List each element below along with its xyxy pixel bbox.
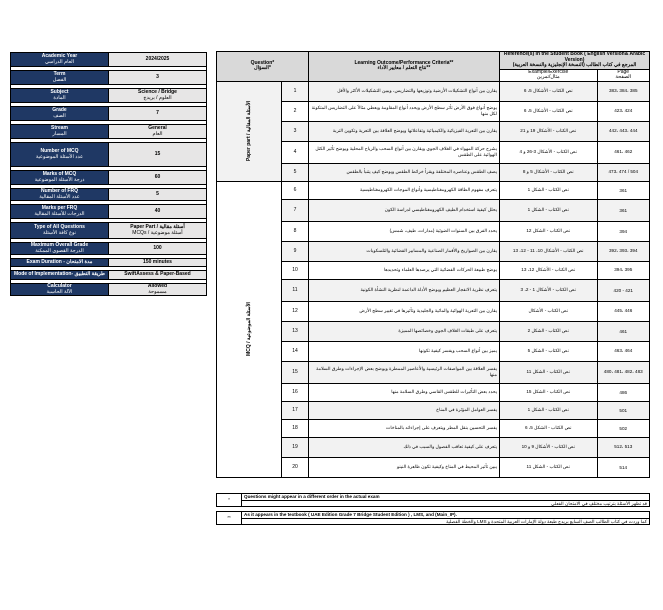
example-exercise: نص الكتاب - الأشكال 19 و 21 <box>499 121 597 141</box>
info-key-ar: المسار <box>52 130 67 137</box>
learning-outcome: يحلل كيفية استخدام الطيف الكهرومغناطيسي لدراسة الكون <box>308 199 499 221</box>
question-row <box>217 321 650 341</box>
info-value-en: 7 <box>156 109 159 116</box>
example-exercise: نص الكتاب - الأشكال 9 و 10 <box>499 437 597 457</box>
page-reference: 473، 474 / 504 <box>597 163 650 181</box>
info-row <box>11 205 207 219</box>
info-key <box>11 271 109 280</box>
learning-outcome: يميز بين أنواع السحب ويفسر كيفية تكونها <box>308 341 499 361</box>
learning-outcome: يحدد بعض التأثيرات للطقس القاسي وطرق السلامة منها <box>308 383 499 401</box>
question-number: 19 <box>282 437 309 457</box>
question-number: 3 <box>282 121 309 141</box>
question-number: 12 <box>282 301 309 321</box>
question-number: 1 <box>282 81 309 101</box>
learning-outcome: يتعرف نظرية الانفجار العظيم ويوضح الأدلة الداعمة لنظرية النشأة الكونية <box>308 279 499 301</box>
info-key <box>11 107 109 121</box>
page-reference: 423، 424 <box>597 101 650 121</box>
exam-info-table <box>10 52 207 296</box>
question-row <box>217 279 650 301</box>
learning-outcome: يقارن بين التعرية الهوائية والمائية والجليدية وتأثيرها في تغيير سطح الأرض <box>308 301 499 321</box>
footnote-ar: كما وردت في كتاب الطالب الصف السابع بريدج طبعة دولة الإمارات العربية المتحدة و LMS والخطة الفصلية <box>242 518 650 525</box>
page-reference: 383، 384، 385 <box>597 81 650 101</box>
info-key-ar: الصف <box>53 112 66 119</box>
question-number: 9 <box>282 241 309 261</box>
info-row <box>11 284 207 296</box>
info-key-en: Marks of MCQ <box>42 171 77 177</box>
learning-outcome: يوضح طبيعة الحركات الفضائية التي يرصدها العلماء وتحديدها <box>308 261 499 279</box>
info-key-en: Subject <box>50 89 69 95</box>
info-key <box>11 205 109 219</box>
info-key-ar: عدد الأسئلة المقالية <box>39 193 80 200</box>
page-reference: 445، 446 <box>597 301 650 321</box>
info-value <box>109 271 207 280</box>
example-exercise: نص الكتاب - الشكل 5 <box>499 341 597 361</box>
page-reference: 420 - 421 <box>597 279 650 301</box>
info-value <box>109 71 207 85</box>
question-number: 11 <box>282 279 309 301</box>
info-row <box>11 125 207 139</box>
example-exercise: نص الكتاب - الشكل 1 <box>499 181 597 199</box>
info-key-ar: نوع كافة الأسئلة <box>43 229 76 236</box>
learning-outcome: يتعرف على كيفية تعاقب الفصول والسبب في ذلك <box>308 437 499 457</box>
info-row <box>11 189 207 201</box>
mcq-section-label <box>217 181 282 477</box>
info-key-en: Academic Year <box>41 53 78 59</box>
info-key-en: Type of All Questions <box>34 224 85 230</box>
learning-outcome: يتعرف مفهوم الطاقة الكهرومغناطيسية وأنواع الموجات الكهرومغناطيسية <box>308 181 499 199</box>
info-value-en: 2024/2025 <box>145 55 170 62</box>
learning-outcome-header: Learning Outcome/Performance Criteria** نتاج التعلم / معايير الأداء** <box>308 52 499 82</box>
question-row <box>217 341 650 361</box>
info-value-en: Paper Part / أسئلة مقالية <box>130 224 185 230</box>
info-key-en: Number of MCQ <box>40 148 79 154</box>
footnote-mark: ** <box>217 512 242 525</box>
info-value <box>109 223 207 239</box>
page-reference: 394، 395 <box>597 261 650 279</box>
page-reference: 461 <box>597 321 650 341</box>
page-reference: 361 <box>597 199 650 221</box>
page-reference: 361 <box>597 181 650 199</box>
info-key-en: Grade <box>52 107 67 113</box>
question-number: 14 <box>282 341 309 361</box>
info-value-ar: العام <box>152 130 163 137</box>
example-exercise: نص الكتاب - الأشكال 3-26 و 4 <box>499 141 597 163</box>
info-key-ar: الدرجة القصوى الممكنة <box>35 247 84 254</box>
info-value-ar: العلوم / بريدج <box>143 94 172 101</box>
page-reference: 501 <box>597 401 650 419</box>
info-key <box>11 189 109 201</box>
page-reference: 486 <box>597 383 650 401</box>
info-key-en: Calculator <box>47 283 72 289</box>
learning-outcome: يقارن بين أنواع التشكيلات الأرضية وتوزيعها والتضاريس، ويبين التشكيلات الأكثر والأقل <box>308 81 499 101</box>
info-value <box>109 89 207 103</box>
question-row <box>217 401 650 419</box>
learning-outcome: يفسر العوامل المؤثرة في المناخ <box>308 401 499 419</box>
info-value-ar: MCQs / أسئلة موضوعية <box>132 229 183 236</box>
exam-structure-table <box>216 51 650 478</box>
info-key <box>11 125 109 139</box>
info-value <box>109 53 207 67</box>
info-key-en: Mode of Implementation- طريقة التطبيق <box>13 271 105 278</box>
question-row <box>217 361 650 383</box>
question-row <box>217 437 650 457</box>
example-exercise: نص الكتاب - الأشكال 5، 6 <box>499 101 597 121</box>
info-value-ar: مسموحة <box>148 288 167 295</box>
example-exercise: نص الكتاب - الأشكال <box>499 301 597 321</box>
learning-outcome: يقارن بين التعرية الفيزيائية والكيميائية وتفاعلاتها ويوضح العلاقة بين التعرية وتكوين التربة <box>308 121 499 141</box>
info-value <box>109 243 207 255</box>
info-row <box>11 89 207 103</box>
info-key-en: Maximum Overall Grade <box>30 242 89 248</box>
info-value <box>109 171 207 185</box>
info-row <box>11 171 207 185</box>
info-value <box>109 284 207 296</box>
info-key-en: Stream <box>51 125 68 131</box>
page-reference: 512، 513 <box>597 437 650 457</box>
info-row <box>11 259 207 267</box>
learning-outcome: يشرح حركة المهواء في الغلاف الجوي ويقارن بين أنواع السحب والرياح المحلية ويوضح تأثير الكتل الهوائية على الطقس <box>308 141 499 163</box>
question-number: 17 <box>282 401 309 419</box>
info-key-en: Exam Duration - مدة الامتحان <box>26 258 93 265</box>
info-key <box>11 89 109 103</box>
example-exercise: نص الكتاب - الشكل 15 <box>499 383 597 401</box>
info-value-en: SwiftAssess & Paper-Based <box>124 271 191 278</box>
question-row <box>217 141 650 163</box>
info-value-en: 100 <box>153 244 162 251</box>
info-key-ar: درجة الأسئلة الموضوعية <box>34 176 85 183</box>
example-header: Example/Exercise مثال/تمرين <box>499 69 597 81</box>
info-key-ar: المادة <box>53 94 66 101</box>
info-row <box>11 243 207 255</box>
page-reference: 514 <box>597 457 650 477</box>
learning-outcome: يقارن بين الصواريخ والأقمار الصناعية والمسابير الفضائية والتلسكوبات <box>308 241 499 261</box>
example-exercise: نص الكتاب - الشكل 11 <box>499 361 597 383</box>
question-row <box>217 419 650 437</box>
question-number: 20 <box>282 457 309 477</box>
example-exercise: نص الكتاب - الشكل 2 <box>499 321 597 341</box>
example-exercise: نص الكتاب - الشكل 11 <box>499 457 597 477</box>
question-number: 6 <box>282 181 309 199</box>
info-key <box>11 143 109 167</box>
question-row <box>217 181 650 199</box>
info-key-en: Term <box>53 71 66 77</box>
info-row <box>11 53 207 67</box>
question-row <box>217 457 650 477</box>
example-exercise: نص الكتاب - الشكل 5، 6 <box>499 419 597 437</box>
footnote-mark: * <box>217 494 242 507</box>
info-row <box>11 107 207 121</box>
info-key <box>11 243 109 255</box>
question-row <box>217 301 650 321</box>
info-value <box>109 259 207 267</box>
question-number: 15 <box>282 361 309 383</box>
question-row <box>217 221 650 241</box>
info-value <box>109 189 207 201</box>
question-number: 5 <box>282 163 309 181</box>
page-reference: 392، 393، 394 <box>597 241 650 261</box>
learning-outcome: يتعرف على طبقات الغلاف الجوي وخصائصها المميزة <box>308 321 499 341</box>
question-number: 18 <box>282 419 309 437</box>
question-row <box>217 383 650 401</box>
reference-header: Reference(s) in the Student Book ( English Version& Arabic Version) المرجع في كتاب الطالب (النسخة الإنجليزية والنسخة العربية) <box>499 52 649 70</box>
section-text: Paper part / الأسئلة المقالية <box>246 100 253 162</box>
question-number: 4 <box>282 141 309 163</box>
page-reference: 461، 462 <box>597 141 650 163</box>
info-key <box>11 53 109 67</box>
info-key <box>11 71 109 85</box>
learning-outcome: يفسر التحسين بنقل المطر ويتعرف على إجراءاته بالمناخات <box>308 419 499 437</box>
question-number: 8 <box>282 221 309 241</box>
page-reference: 480، 481، 482، 483 <box>597 361 650 383</box>
page-reference: 463، 464 <box>597 341 650 361</box>
page-header: Page الصفحة <box>597 69 650 81</box>
example-exercise: نص الكتاب - الأشكال 5 و 8 <box>499 163 597 181</box>
info-value-en: General <box>148 125 167 131</box>
info-value-en: 5 <box>156 190 159 197</box>
info-value-en: 40 <box>154 207 161 214</box>
question-row <box>217 81 650 101</box>
page-reference: 502 <box>597 419 650 437</box>
question-row <box>217 163 650 181</box>
info-row <box>11 71 207 85</box>
info-key-ar: الدرجات للأسئلة المقالية <box>34 210 85 217</box>
question-number: 2 <box>282 101 309 121</box>
example-exercise: نص الكتاب - الأشكال 5، 6 <box>499 81 597 101</box>
learning-outcome: يفسر العلاقة بين المواصفات الرئيسية والأعاصير الممطرة ويوضح بعض الإجراءات وطرق السلامة منها <box>308 361 499 383</box>
page-reference: 394 <box>597 221 650 241</box>
info-key-ar: الفصل <box>52 76 67 83</box>
example-exercise: نص الكتاب - الأشكال 12، 13 <box>499 261 597 279</box>
info-value <box>109 205 207 219</box>
info-key <box>11 259 109 267</box>
info-value-en: 15 <box>154 150 161 157</box>
footnotes-table <box>216 493 650 525</box>
info-key <box>11 223 109 239</box>
learning-outcome: يصف الطقس وعناصره المختلفة ويقرأ خرائط الطقس ويوضح كيف يتنبأ بالطقس <box>308 163 499 181</box>
question-row <box>217 199 650 221</box>
footnote-en: As it appears in the textbook ( UAE Edition Grade 7 Bridge Student Edition ) , LMS, and (Main_IP). <box>242 512 650 519</box>
info-key-ar: عدد الأسئلة الموضوعية <box>35 153 84 160</box>
learning-outcome: يوضح أنواع فوق الأرض تأثر سطح الأرض ويحدد أنواع المقاومة ويعطي مثالاً على التضاريس المتكونة لكل منها <box>308 101 499 121</box>
info-row <box>11 223 207 239</box>
info-key <box>11 284 109 296</box>
info-value-en: 3 <box>156 73 159 80</box>
info-key-ar: العام الدراسي <box>44 58 75 65</box>
paper-section-label <box>217 81 282 181</box>
example-exercise: نص الكتاب - الأشكال 10، 11 - 12، 13 <box>499 241 597 261</box>
info-value-en: Science / Bridge <box>138 89 177 95</box>
footnote-ar: قد تظهر الأسئلة بترتيب مختلف في الامتحان الفعلي <box>242 500 650 507</box>
info-value-en: 60 <box>154 173 161 180</box>
section-text: MCQ / الأسئلة الموضوعية <box>246 302 253 356</box>
question-number: 7 <box>282 199 309 221</box>
question-number: 13 <box>282 321 309 341</box>
info-row <box>11 271 207 280</box>
info-row <box>11 143 207 167</box>
example-exercise: نص الكتاب - الشكل 12 <box>499 221 597 241</box>
footnote-en: Questions might appear in a different order in the actual exam <box>242 494 650 501</box>
question-row <box>217 121 650 141</box>
example-exercise: نص الكتاب - الأشكال 1 - 2، 3 <box>499 279 597 301</box>
learning-outcome: يحدد الفرق بين السنوات الضوئية (مدارات، طيف، شمس) <box>308 221 499 241</box>
info-value <box>109 125 207 139</box>
example-exercise: نص الكتاب - الشكل 1 <box>499 199 597 221</box>
info-key-en: Marks per FRQ <box>41 205 78 211</box>
info-value-en: Allowed <box>147 283 168 289</box>
question-header: Question* السؤال* <box>217 52 309 82</box>
question-row <box>217 261 650 279</box>
info-key <box>11 171 109 185</box>
learning-outcome: يبين تأثير المحيط في المناخ وكيفية تكون ظاهرة النينو <box>308 457 499 477</box>
page-reference: 442، 443، 444 <box>597 121 650 141</box>
question-number: 16 <box>282 383 309 401</box>
footnote-row-ar <box>217 518 650 525</box>
question-row <box>217 241 650 261</box>
info-key-ar: الآلة الحاسبة <box>46 288 73 295</box>
example-exercise: نص الكتاب - الشكل 1 <box>499 401 597 419</box>
info-key-en: Number of FRQ <box>41 188 78 194</box>
question-number: 10 <box>282 261 309 279</box>
question-row <box>217 101 650 121</box>
info-value-en: 150 minutes <box>143 258 172 265</box>
info-value <box>109 143 207 167</box>
info-value <box>109 107 207 121</box>
